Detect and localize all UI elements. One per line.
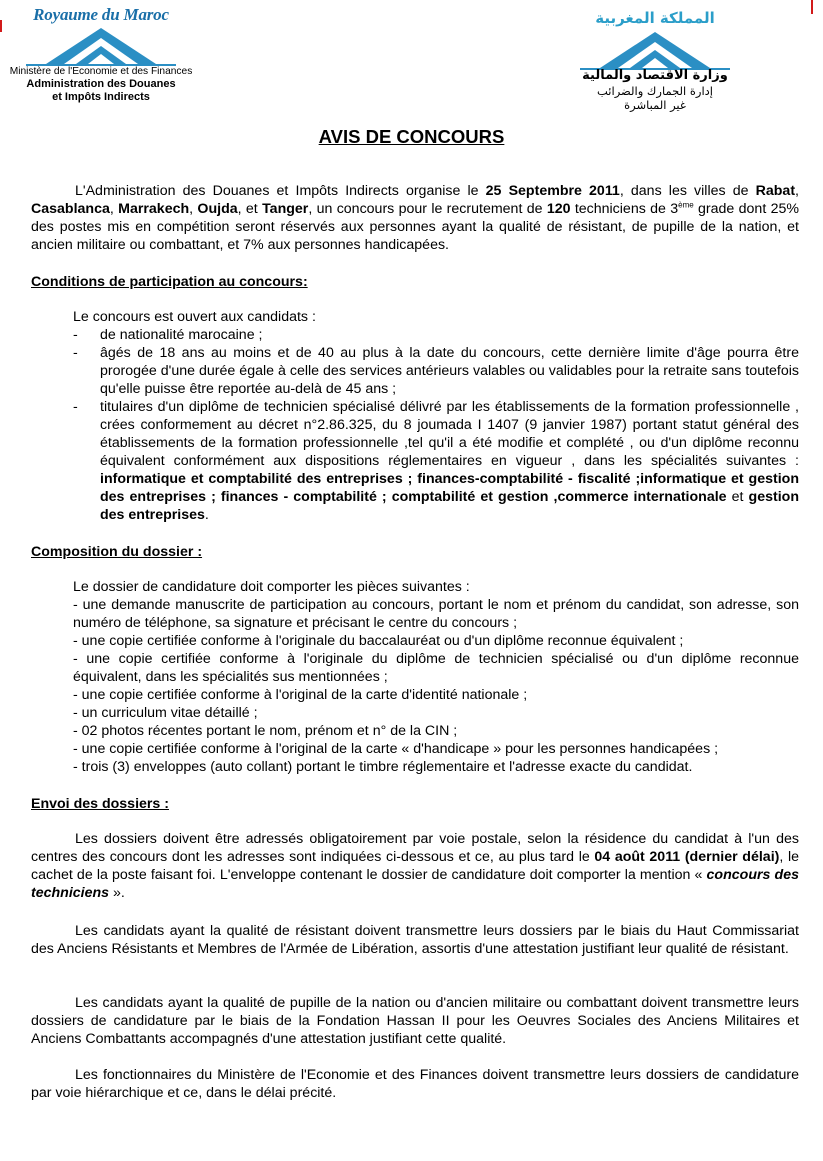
ministry-logo-icon — [26, 24, 176, 68]
list-item-text: une copie certifiée conforme à l'original de la carte « d'handicape » pour les personnes handicapées ; — [81, 741, 719, 757]
city-name: Rabat — [755, 183, 796, 199]
header-right — [560, 8, 750, 112]
margin-mark — [811, 0, 813, 14]
city-name: Casablanca — [31, 201, 110, 217]
intro-text: , dans les villes de — [619, 183, 756, 199]
specialty: gestion des entreprises — [100, 489, 799, 523]
intro-paragraph — [31, 182, 799, 254]
list-item-text: titulaires d'un diplôme de technicien spécialisé délivré par les établissements de la formation professionnelle , crées conformement au décret n°2.86.325, du 8 joumada I 1407 (9 janvier 1987) portant statut général des établissements de la formation professionnelle ,tel qu'il a été modifie et complété , ou d'un diplôme reconnu équivalent conformément aux dispositions réglementaires en vigueur , dans les spécialités suivantes : — [100, 399, 799, 469]
specialties: informatique et comptabilité des entreprises ; finances-comptabilité - fiscalité ;informatique et gestion des entreprises ; finances - comptabilité ; comptabilité et gestion ,commerce internationale — [100, 471, 799, 505]
list-item — [73, 722, 799, 740]
deadline-date: 04 août 2011 (dernier délai) — [594, 849, 780, 865]
composition-lead: Le dossier de candidature doit comporter les pièces suivantes : — [73, 579, 470, 595]
list-item-text: et — [726, 489, 749, 505]
intro-text: L'Administration des Douanes et Impôts Indirects organise le — [75, 183, 486, 199]
bullet-dash: - — [73, 651, 87, 667]
envoi-paragraph-2: Les candidats ayant la qualité de résistant doivent transmettre leurs dossiers par le biais du Haut Commissariat des Anciens Résistants et Membres de l'Armée de Libération, assortis d'une attestation justifiant leur qualité de résistant. — [31, 923, 799, 957]
envelope-mention: concours des techniciens — [31, 867, 799, 901]
bullet-dash: - — [73, 597, 83, 613]
city-name: Marrakech — [118, 201, 190, 217]
list-item-text: de nationalité marocaine ; — [100, 327, 263, 343]
bullet-dash: - — [73, 759, 82, 775]
bullet-dash: - — [73, 345, 78, 361]
position-count: 120 — [546, 201, 571, 217]
composition-list — [73, 596, 799, 776]
kingdom-name-ar: المملكة المغربية — [595, 9, 715, 27]
ministry-name-fr: Ministère de l'Economie et des Finances — [9, 66, 193, 77]
administration-name-fr-2: et Impôts Indirects — [52, 91, 150, 103]
list-item — [73, 398, 799, 524]
intro-text: , un concours pour le recrutement de — [308, 201, 547, 217]
list-item — [73, 704, 799, 722]
page-title: AVIS DE CONCOURS — [318, 126, 505, 147]
kingdom-name-fr: Royaume du Maroc — [33, 5, 169, 24]
list-item-text: 02 photos récentes portant le nom, prénom et n° de la CIN ; — [81, 723, 458, 739]
list-item-text: un curriculum vitae détaillé ; — [81, 705, 258, 721]
list-item-text: une copie certifiée conforme à l'originale du baccalauréat ou d'un diplôme reconnue équivalent ; — [81, 633, 684, 649]
paragraph-text: ». — [109, 885, 125, 901]
bullet-dash: - — [73, 633, 82, 649]
separator: , et — [237, 201, 263, 217]
list-item — [73, 344, 799, 398]
ordinal-suffix: ème — [678, 200, 694, 210]
city-name: Tanger — [262, 201, 309, 217]
list-item-text: trois (3) enveloppes (auto collant) portant le timbre réglementaire et l'adresse exacte du candidat. — [81, 759, 693, 775]
list-item-text: . — [204, 507, 209, 523]
list-item — [73, 632, 799, 650]
list-item-text: âgés de 18 ans au moins et de 40 au plus à la date du concours, cette dernière limite d'âge pourra être prorogée d'une durée égale à celle des services antérieurs valables ou validables pour la retraite sans toutefois qu'elle puisse être reportée au-delà de 45 ans ; — [100, 345, 799, 397]
administration-name-fr-1: Administration des Douanes — [26, 78, 176, 90]
list-item — [73, 758, 799, 776]
paragraph-text: , le cachet de la poste faisant foi. L'enveloppe contenant le dossier de candidature doit comporter la mention « — [31, 849, 799, 883]
bullet-dash: - — [73, 327, 78, 343]
intro-text: grade dont 25% des postes mis en compétition seront réservés aux personnes ayant la qualité de résistant, de pupille de la nation, et ancien militaire ou combattant, et 7% aux personnes handicapées. — [31, 201, 799, 253]
envoi-paragraph-3: Les candidats ayant la qualité de pupille de la nation ou d'ancien militaire ou combattant doivent transmettre leurs dossiers de candidature par le biais de la Fondation Hassan II pour les Oeuvres Sociales des Anciens Militaires et Anciens Combattants accompagnés d'une attestation justifiant cette qualité. — [31, 995, 799, 1047]
administration-name-ar-2: غير المباشرة — [624, 98, 686, 112]
exam-date: 25 Septembre 2011 — [485, 183, 620, 199]
separator: , — [795, 183, 799, 199]
list-item — [73, 326, 799, 344]
list-item-text: une demande manuscrite de participation au concours, portant le nom et prénom du candidat, son adresse, son numéro de téléphone, sa signature et précisant le centre du concours ; — [73, 597, 799, 631]
list-item-text: une copie certifiée conforme à l'originale du diplôme de technicien spécialisé ou d'un diplôme reconnue équivalent, dans les spécialités sus mentionnées ; — [73, 651, 799, 685]
list-item — [73, 650, 799, 686]
list-item — [73, 740, 799, 758]
bullet-dash: - — [73, 723, 82, 739]
section-heading-composition: Composition du dossier : — [31, 544, 203, 560]
ministry-name-ar: وزارة الاقتصاد والمالية — [582, 68, 728, 83]
intro-text: techniciens de 3 — [570, 201, 679, 217]
bullet-dash: - — [73, 687, 82, 703]
conditions-list — [73, 326, 799, 524]
separator: , — [109, 201, 119, 217]
bullet-dash: - — [73, 705, 82, 721]
separator: , — [189, 201, 198, 217]
header-left — [6, 6, 196, 104]
city-name: Oujda — [197, 201, 238, 217]
conditions-lead: Le concours est ouvert aux candidats : — [73, 309, 316, 325]
envoi-paragraph-1 — [31, 830, 799, 902]
list-item — [73, 596, 799, 632]
section-heading-conditions: Conditions de participation au concours: — [31, 274, 308, 290]
envoi-paragraph-4: Les fonctionnaires du Ministère de l'Economie et des Finances doivent transmettre leurs dossiers de candidature par voie hiérarchique et ce, dans le délai précité. — [31, 1067, 799, 1101]
list-item-text: une copie certifiée conforme à l'original de la carte d'identité nationale ; — [81, 687, 528, 703]
list-item — [73, 686, 799, 704]
paragraph-text: Les dossiers doivent être adressés obligatoirement par voie postale, selon la résidence du candidat à l'un des centres des concours dont les adresses sont indiquées ci-dessous et ce, au plus tard le — [31, 831, 799, 865]
administration-name-ar-1: إدارة الجمارك والضرائب — [597, 84, 713, 98]
section-heading-envoi: Envoi des dossiers : — [31, 796, 169, 812]
bullet-dash: - — [73, 741, 82, 757]
bullet-dash: - — [73, 399, 78, 415]
ministry-logo-icon — [580, 28, 730, 72]
margin-mark — [0, 20, 2, 32]
